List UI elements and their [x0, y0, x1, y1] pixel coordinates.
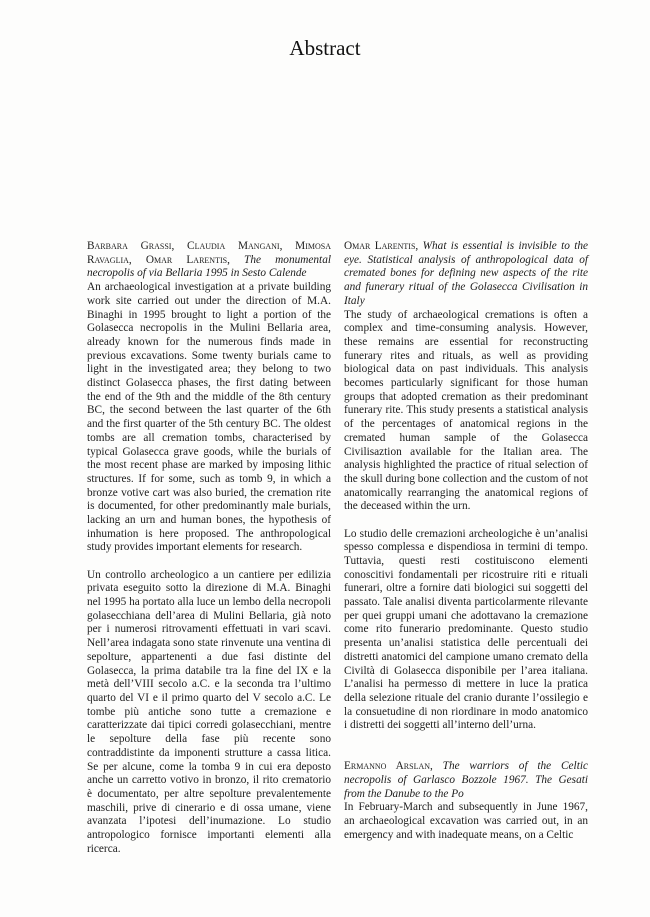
- entry-title: The warriors of the Celtic necropolis of Garlasco Bozzole 1967. The Gesati from the Danube to the Po: [344, 760, 588, 800]
- left-column: [87, 240, 331, 856]
- entry-authors: Omar Larentis,: [344, 240, 419, 252]
- abstract-english: In February-March and subsequently in June 1967, an archaeological excavation was carried out, in an emergency and with inadequate means, on a Celtic: [344, 801, 588, 841]
- entry-title: What is essential is invisible to the eye. Statistical analysis of anthropological data of cremated bones for defining new aspects of the rite and funerary ritual of the Golasecca Civilisation in Italy: [344, 240, 589, 307]
- abstract-entry-garlasco-warriors: [344, 760, 588, 842]
- entry-gap: [344, 747, 588, 761]
- entry-title: The monumental necropolis of via Bellaria 1995 in Sesto Calende: [87, 253, 331, 280]
- abstract-english: The study of archaeological cremations is often a complex and time-consuming analysis. However, these remains are essential for reconstructing funerary rites and rituals, as well as providing biological data on past individuals. This analysis becomes particularly significant for those human groups that adopted cremation as their predominant funerary rite. This study presents a statistical analysis of the percentages of anatomical regions in the cremated human sample of the Golasecca Civilisaztion available for the Italian area. The analysis highlighted the practice of ritual selection of the skull during bone collection and the custom of not anatomically rearranging the anatomical regions of the deceased within the urn.: [344, 308, 588, 513]
- paragraph-gap: [344, 514, 588, 528]
- abstract-entry-cremation-statistics: [344, 240, 588, 733]
- entry-gap: [344, 733, 588, 747]
- entry-heading: [344, 760, 588, 801]
- entry-heading: [344, 240, 588, 309]
- entry-heading: [87, 240, 331, 281]
- abstract-italian: Lo studio delle cremazioni archeologiche è un’analisi spesso complessa e dispendiosa in termini di tempo. Tuttavia, questi resti costituiscono elementi conoscitivi fondamentali per ricostruire riti e rituali funerari, oltre a fornire dati biologici sui soggetti del passato. Tale analisi diventa particolarmente rilevante per quei gruppi umani che adottavano la cremazione come rito funerario predominante. Questo studio presenta un’analisi statistica delle percentuali dei distretti anatomici del campione umano cremato della Civiltà di Golasecca disponibile per l’area italiana. L’analisi ha permesso di mettere in luce la pratica della selezione rituale del cranio durante l’ossilegio e la consuetudine di non riordinare in modo anatomico i distretti dei soggetti all’interno dell’urna.: [344, 527, 588, 732]
- entry-authors: Barbara Grassi, Claudia Mangani, Mimosa Ravaglia, Omar Larentis,: [87, 240, 331, 266]
- abstract-italian: Un controllo archeologico a un cantiere per edilizia privata eseguito sotto la direzione di M.A. Binaghi nel 1995 ha portato alla luce un lembo della necropoli golasecchiana dell’area di Mulini Bellaria, già noto per i numerosi ritrovamenti effettuati in vari scavi. Nell’area indagata sono state rinvenute una ventina di sepolture, appartenenti a due fasi distinte del Golasecca, la prima databile tra la fine del IX e la metà dell’VIII secolo a.C. e la seconda tra l’ultimo quarto del VI e il primo quarto del V secolo a.C. Le tombe più antiche sono tutte a cremazione e caratterizzate dai tipici corredi golasecchiani, mentre le sepolture della fase più recente sono contraddistinte da imponenti strutture a cassa litica. Se per alcune, come la tomba 9 in cui era deposto anche un carretto votivo in bronzo, il rito crematorio è documentato, per altre sepolture prevalentemente maschili, prive di cinerario e di ossa umane, viene avanzata l’ipotesi dell’inumazione. Lo studio antropologico fornisce importanti elementi alla ricerca.: [87, 568, 331, 855]
- page-title: Abstract: [289, 36, 361, 60]
- paragraph-gap: [87, 555, 331, 569]
- entry-authors: Ermanno Arslan,: [344, 760, 433, 773]
- abstract-english: An archaeological investigation at a private building work site carried out under the direction of M.A. Binaghi in 1995 brought to light a portion of the Golasecca necropolis in the Mulini Bellaria area, already known for the numerous finds made in previous excavations. Some twenty burials came to light in the investigated area; they belong to two distinct Golasecca phases, the first dating between the end of the 9th and the middle of the 8th century BC, the second between the last quarter of the 6th and the first quarter of the 5th century BC. The oldest tombs are all cremation tombs, characterised by typical Golasecca grave goods, while the burials of the most recent phase are marked by imposing lithic structures. If for some, such as tomb 9, in which a bronze votive cart was also buried, the cremation rite is documented, for other predominantly male burials, lacking an urn and human bones, the hypothesis of inhumation is here proposed. The anthropological study provides important elements for research.: [87, 281, 331, 554]
- abstract-entry-necropolis-bellaria: [87, 240, 331, 856]
- right-column: [344, 240, 588, 842]
